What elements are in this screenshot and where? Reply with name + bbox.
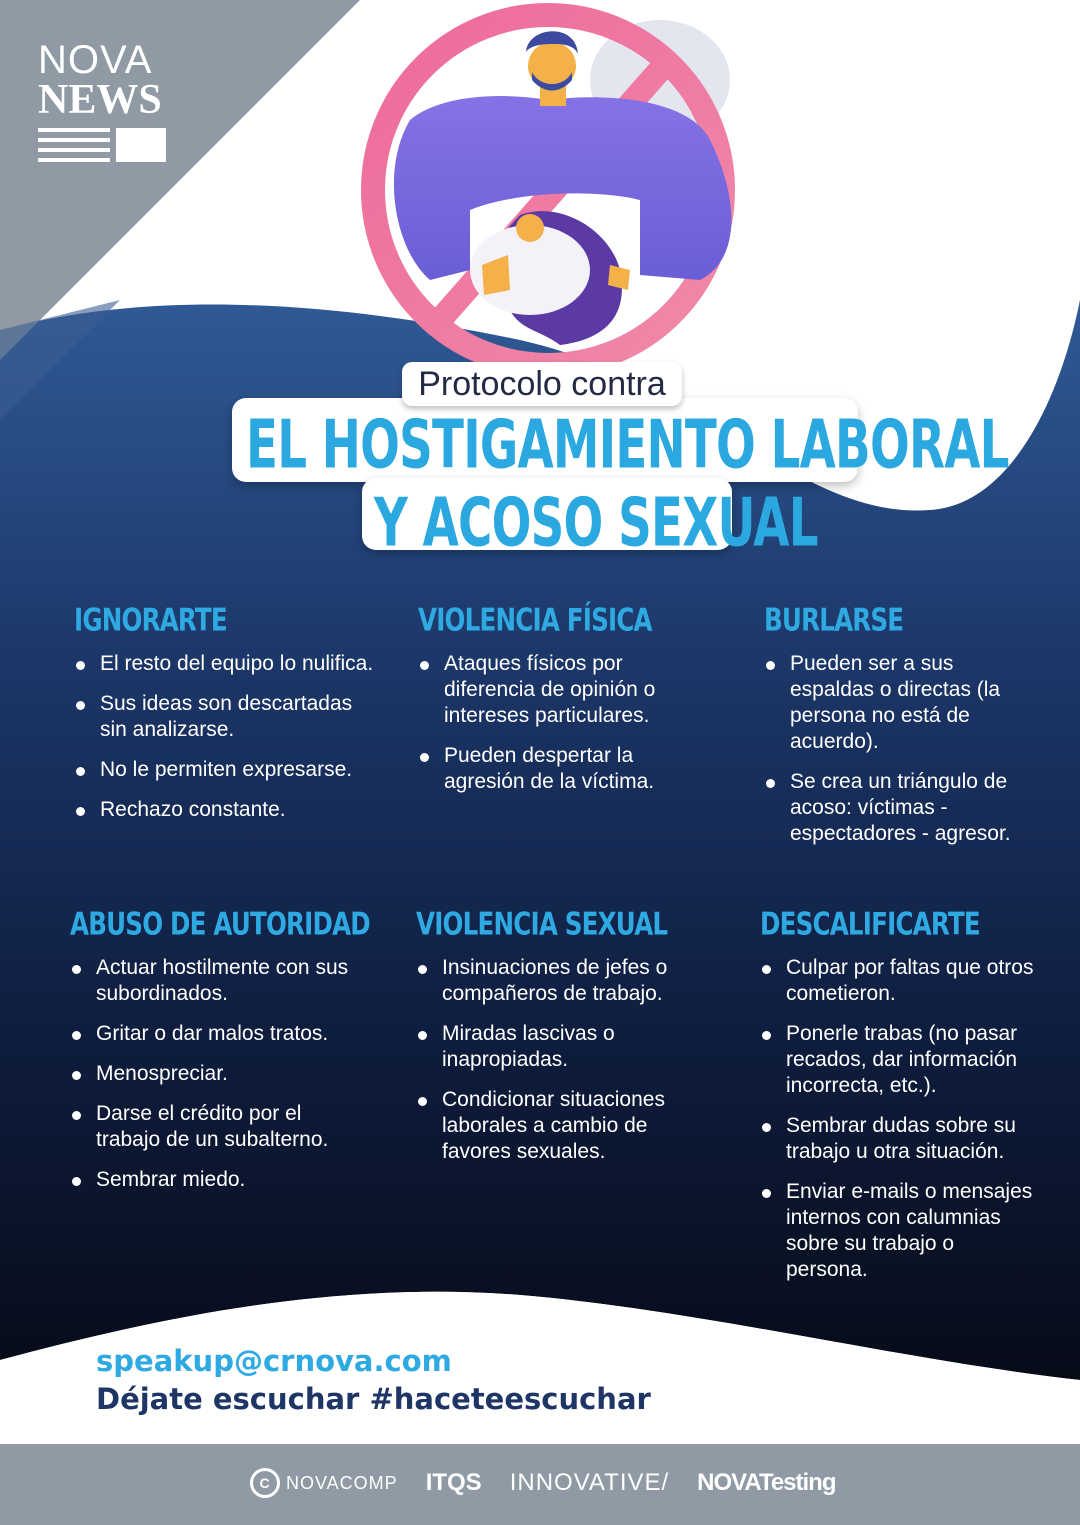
title-subtitle: Protocolo contra [402,362,682,406]
harassment-illustration [373,15,731,365]
list-item: Darse el crédito por el trabajo de un subalterno. [70,1101,360,1153]
section-descalificarte [760,906,1040,1297]
section-violencia-fisica [418,602,688,809]
list-item: Ponerle trabas (no pasar recados, dar información incorrecta, etc.). [760,1021,1040,1099]
section-heading: VIOLENCIA SEXUAL [416,906,668,943]
footer-brands [250,1468,836,1498]
list-item: Condicionar situaciones laborales a cambio de favores sexuales. [416,1087,696,1165]
novatesting-logo: NOVATesting [697,1469,836,1496]
list-item: Rechazo constante. [74,797,374,823]
logo-line1: NOVA [38,38,153,82]
list-item: Gritar o dar malos tratos. [70,1021,360,1047]
section-ignorarte [74,602,374,837]
list-item: Miradas lascivas o inapropiadas. [416,1021,696,1073]
section-heading: VIOLENCIA FÍSICA [418,602,652,639]
list-item: Actuar hostilmente con sus subordinados. [70,955,360,1007]
itqs-logo: ITQS [425,1469,482,1496]
list-item: Pueden ser a sus espaldas o directas (la persona no está de acuerdo). [764,651,1024,755]
innovative-logo: INNOVATIVE/ [509,1469,670,1496]
section-heading: ABUSO DE AUTORIDAD [70,906,370,943]
novacomp-icon: C [250,1468,280,1498]
logo-bars [38,128,168,164]
novacomp-logo [250,1468,398,1498]
list-item: Pueden despertar la agresión de la víctima. [418,743,688,795]
list-item: Se crea un triángulo de acoso: víctimas - espectadores - agresor. [764,769,1024,847]
list-item: Ataques físicos por diferencia de opinión o intereses particulares. [418,651,688,729]
list-item: Insinuaciones de jefes o compañeros de trabajo. [416,955,696,1007]
contact-tagline: Déjate escuchar #haceteescuchar [96,1382,651,1416]
section-heading: BURLARSE [764,602,904,639]
contact-block [96,1342,651,1418]
brand-name: NOVACOMP [286,1472,398,1493]
section-burlarse [764,602,1024,861]
section-abuso-de-autoridad [70,906,370,1207]
list-item: Sembrar dudas sobre su trabajo u otra situación. [760,1113,1040,1165]
list-item: El resto del equipo lo nulifica. [74,651,374,677]
section-heading: IGNORARTE [74,602,227,639]
title-line1: EL HOSTIGAMIENTO LABORAL [246,406,1009,485]
list-item: Sembrar miedo. [70,1167,360,1193]
footer [0,1444,1080,1525]
title-line2: Y ACOSO SEXUAL [374,484,818,563]
list-item: Enviar e-mails o mensajes internos con calumnias sobre su trabajo o persona. [760,1179,1040,1283]
list-item: Menospreciar. [70,1061,360,1087]
nova-news-logo [38,40,168,164]
list-item: Sus ideas son descartadas sin analizarse. [74,691,374,743]
section-heading: DESCALIFICARTE [760,906,980,943]
logo-line2: NEWS [38,77,162,123]
section-violencia-sexual [416,906,696,1179]
list-item: Culpar por faltas que otros cometieron. [760,955,1040,1007]
contact-email-link[interactable]: speakup@crnova.com [96,1344,452,1378]
list-item: No le permiten expresarse. [74,757,374,783]
